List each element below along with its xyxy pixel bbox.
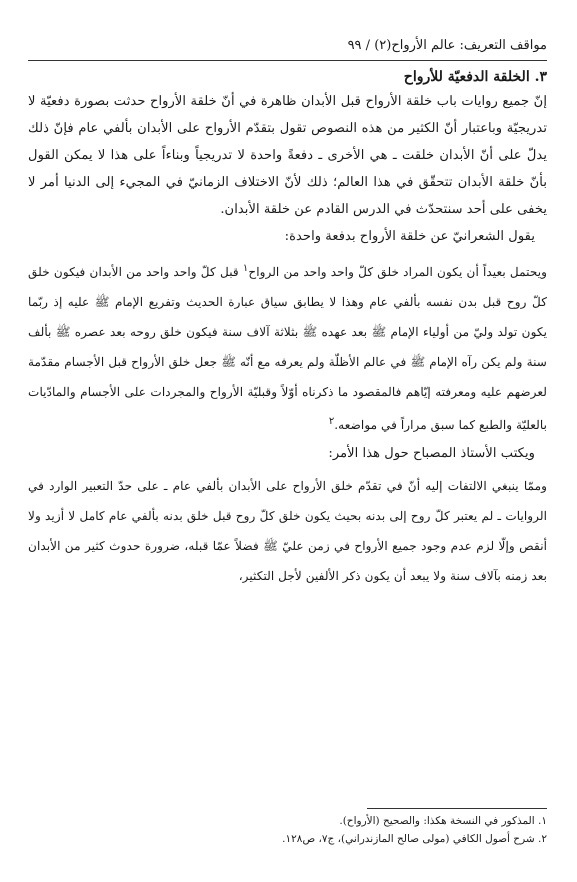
main-text	[28, 64, 547, 591]
header-rule	[28, 60, 547, 61]
footnote-rule	[367, 808, 547, 809]
footnote-ref-1: ١	[242, 263, 249, 274]
quote-sharani-text-a: ويحتمل بعيداً أن يكون المراد خلق كلّ واحد واحد من الرواح	[248, 265, 547, 280]
quote-sharani-text-b: قبل كلّ واحد واحد من الأبدان فيكون خلق كلّ روح قبل بدن نفسه بألفي عام وهذا لا يطابق سياق عبارة الحديث وتفريع الإمام ﷺ عليه إذ ربّما يكون تولد وليّ من أولياء الإمام ﷺ بعد عهده ﷺ بثلاثة آلاف سنة فيكون خلق روحه بعد عصره ﷺ بألف سنة ولم يكن رآه الإمام ﷺ في عالم الأظلّة ولم يعرفه مع أنّه ﷺ جعل خلق الأرواح قبل الأجسام مقدّمة لعرضهم عليه ومعرفته إيّاهم فالمقصود ما ذكرناه أوّلاً وقبليّة الأرواح والمجردات على الأجسام والمادّيات بالعليّة والطبع كما سبق مراراً في مواضعه.	[28, 265, 547, 433]
footnote-ref-2: ٢	[328, 416, 335, 428]
footnotes	[28, 812, 547, 848]
footnote-2: ٢. شرح أصول الكافي (مولى صالح المازندراني)، ج٧، ص١٢٨.	[282, 833, 547, 845]
footnote-1: ١. المذكور في النسخة هكذا: والصحيح (الأرواح).	[339, 815, 547, 827]
section-title: ٣. الخلقة الدفعيّة للأرواح	[403, 69, 547, 85]
quote-intro-sharani: يقول الشعرانيّ عن خلقة الأرواح بدفعة واحدة:	[284, 229, 535, 244]
quote-intro-misbah: ويكتب الأستاذ المصباح حول هذا الأمر:	[328, 446, 535, 462]
running-header: مواقف التعريف: عالم الأرواح(٢) / ٩٩	[347, 38, 547, 53]
quote-sharani	[28, 254, 547, 440]
body-paragraph: إنّ جميع روايات باب خلقة الأرواح قبل الأبدان ظاهرة في أنّ خلقة الأرواح حدثت بصورة دفعيّة لا تدريجيّة وباعتبار أنّ الكثير من هذه النصوص تقول بتقدّم الأرواح على الأبدان بألفي عام فإنّ ذلك يدلّ على أنّ الأبدان خلقت ـ هي الأخرى ـ دفعةً واحدة لا تدريجياً وبناءاً على هذا لا يمكن القول بأنّ خلقة الأبدان تتحقّق في هذا العالم؛ ذلك لأنّ الاختلاف الزمانيّ في المجيء إلى الدنيا أمر لا يخفى على أحد سنتحدّث في الدرس القادم عن خلقة الأبدان.	[28, 94, 547, 217]
quote-misbah: وممّا ينبغي الالتفات إليه أنّ في تقدّم خلق الأرواح على الأبدان بألفي عام ـ على حدّ التعبير الوارد في الروايات ـ لم يعتبر كلّ روح إلى بدنه بحيث يكون خلق كلّ روح قبل خلق بدنه بألفي عام كامل لا أزيد ولا أنقص وإلّا لزم عدم وجود جميع الأرواح في زمن عليّ ﷺ فضلاً عمّا قبله، ضرورة حدوث كثير من الأبدان بعد زمنه بآلاف سنة ولا يبعد أن يكون ذكر الألفين لأجل التكثير،	[28, 479, 547, 584]
